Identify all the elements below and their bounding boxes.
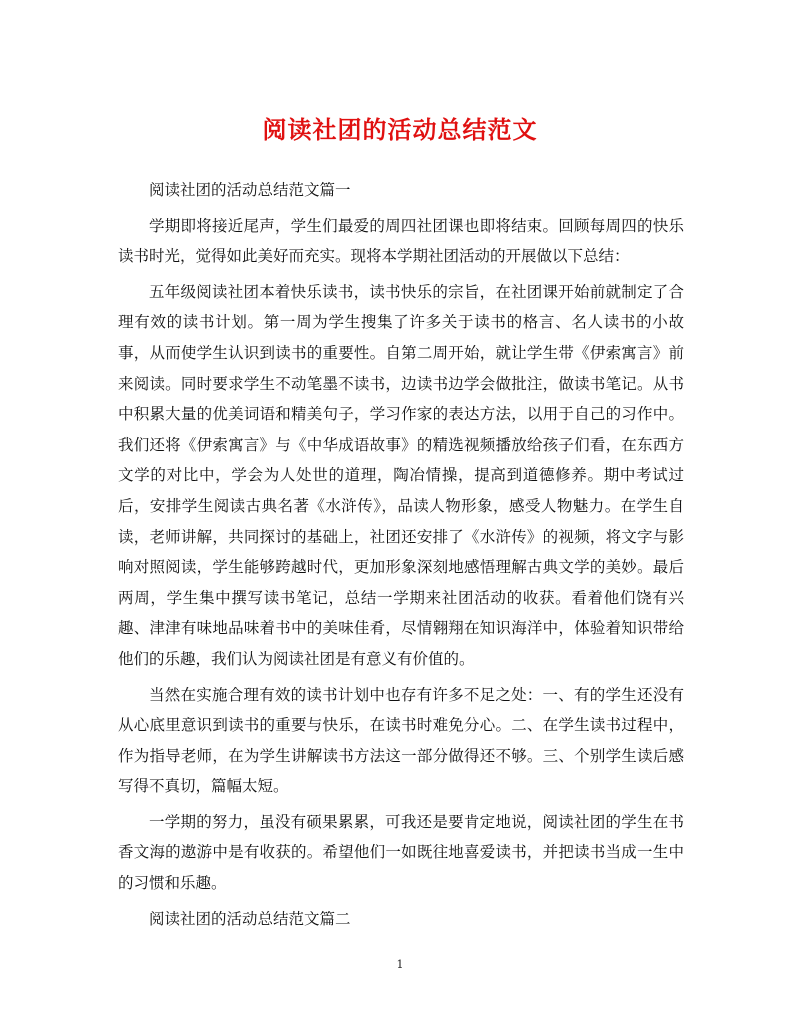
section-heading-1: 阅读社团的活动总结范文篇一: [149, 181, 351, 199]
paragraph-3: 当然在实施合理有效的读书计划中也存有许多不足之处：一、有的学生还没有从心底里意识到读书的重要与快乐，在读书时难免分心。二、在学生读书过程中，作为指导老师，在为学生讲解读书方法这一部分做得还不够。三、个别学生读后感写得不真切，篇幅太短。: [118, 685, 684, 796]
paragraph-4: 一学期的努力，虽没有硕果累累，可我还是要肯定地说，阅读社团的学生在书香文海的遨游中是有收获的。希望他们一如既往地喜爱读书，并把读书当成一生中的习惯和乐趣。: [118, 812, 684, 893]
page-number: 1: [396, 958, 404, 971]
document-body: [118, 175, 684, 939]
document-title: 阅读社团的活动总结范文: [262, 115, 538, 144]
section-heading-2: 阅读社团的活动总结范文篇二: [149, 909, 351, 928]
paragraph-1: 学期即将接近尾声，学生们最爱的周四社团课也即将结束。回顾每周四的快乐读书时光，觉得如此美好而充实。现将本学期社团活动的开展做以下总结：: [118, 216, 684, 266]
paragraph-2: 五年级阅读社团本着快乐读书，读书快乐的宗旨，在社团课开始前就制定了合理有效的读书计划。第一周为学生搜集了许多关于读书的格言、名人读书的小故事，从而使学生认识到读书的重要性。自第二周开始，就让学生带《伊索寓言》前来阅读。同时要求学生不动笔墨不读书，边读书边学会做批注，做读书笔记。从书中积累大量的优美词语和精美句子，学习作家的表达方法，以用于自己的习作中。我们还将《伊索寓言》与《中华成语故事》的精选视频播放给孩子们看，在东西方文学的对比中，学会为人处世的道理，陶冶情操，提高到道德修养。期中考试过后，安排学生阅读古典名著《水浒传》，品读人物形象，感受人物魅力。在学生自读，老师讲解，共同探讨的基础上，社团还安排了《水浒传》的视频，将文字与影响对照阅读，学生能够跨越时代，更加形象深刻地感悟理解古典文学的美妙。最后两周，学生集中撰写读书笔记，总结一学期来社团活动的收获。看着他们饶有兴趣、津津有味地品味着书中的美味佳肴，尽情翱翔在知识海洋中，体验着知识带给他们的乐趣，我们认为阅读社团是有意义有价值的。: [118, 282, 684, 668]
